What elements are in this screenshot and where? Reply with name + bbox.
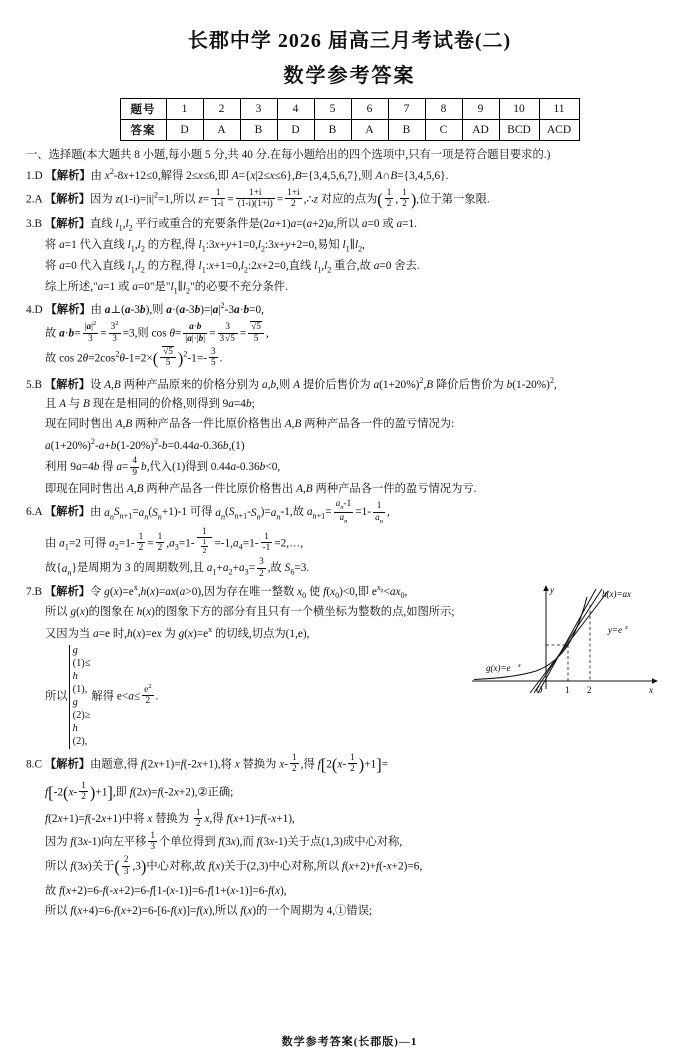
solution-q8: 8.C 【解析】由题意,得 f(2x+1)=f(-2x+1),将 x 替换为 x- $\frac{1}{2}$ ,得 f[2(x- $\frac{1}{2}$ )+1]= xyxy=(26,752,389,775)
row-label-answer: 答案 xyxy=(120,120,166,141)
solution-tag: 【解析】 xyxy=(45,170,91,183)
page-subtitle: 数学参考答案 xyxy=(283,65,416,87)
solution-q8-line6: 故 f(x+2)=6-f(-x+2)=6-f[1-(x-1)]=6-f[1+(x-1)]=6-f(x), xyxy=(45,885,287,898)
solution-label: 5.B xyxy=(26,378,43,391)
solution-label: 6.A xyxy=(26,506,43,519)
table-cell: ACD xyxy=(539,120,579,141)
solution-q2: 2.A 【解析】因为 $z(1-i)=|i|^2=1$,所以 z= $\frac{1}{1-i}$ = $\frac{1+i}{(1-i)(1+i)}$ = $\frac{1+i}{2}$ ,∴z 对应的点为( $\frac{1}{2}$ , $\frac{1}{2}$ ),位于第一象限. xyxy=(26,188,490,210)
solution-label: 2.A xyxy=(26,193,43,206)
solution-label: 7.B xyxy=(26,585,43,598)
table-cell: A xyxy=(203,120,240,141)
solution-q8-line4: 因为 f(3x-1)向左平移 $\frac{1}{3}$ 个单位得到 f(3x),而 f(3x-1)关于点(1,3)成中心对称, xyxy=(45,830,403,853)
table-row-numbers xyxy=(120,99,579,120)
table-cell: 3 xyxy=(240,99,277,120)
table-cell: 10 xyxy=(499,99,539,120)
label-origin: O xyxy=(536,684,543,695)
solution-q3-line4: 综上所述,"a=1 或 a=0"是"$l_1\parallel l_2$"的必要不充分条件. xyxy=(45,280,288,296)
solution-q6-line3: 故$\{a_n\}$是周期为 3 的周期数列,且 $a_1+a_2+a_3=$ $\frac{3}{2}$ ,故 $S_6=3$. xyxy=(45,557,310,579)
label-axis-x: x xyxy=(649,684,653,695)
table-cell: B xyxy=(240,120,277,141)
solution-q6: 6.A 【解析】由 $a_nS_{n+1}=a_n(S_n+1)-1$ 可得 $a_n(S_{n+1}-S_n)=a_n-1$,故 $a_{n+1}=$ $\frac{a_n-1}{a_n}$ =1- $\frac{1}{a_n}$ , xyxy=(26,499,390,525)
solution-label: 3.B xyxy=(26,217,43,230)
table-cell: C xyxy=(425,120,462,141)
solution-q4-line3: 故 $\cos 2\theta=2\cos^2\theta-1=2\times$( $\frac{√5}{5}$ )$^2$-1=- $\frac{3}{5}$ . xyxy=(45,346,223,369)
solution-q8-line7: 所以 f(x+4)=6-f(x+2)=6-[6-f(x)]=f(x),所以 f(x)的一个周期为 4,①错误; xyxy=(45,905,373,918)
answer-table xyxy=(120,98,580,141)
solution-q3: 3.B 【解析】直线 $l_1,l_2$ 平行或重合的充要条件是(2a+1)a=(a+2)a,所以 a=0 或 a=1. xyxy=(26,217,417,233)
table-cell: D xyxy=(166,120,203,141)
solution-q3-line2: 将 a=1 代入直线 $l_1,l_2$ 的方程,得 $l_1:3x+y+1=0,l_2:3x+y+2=0$,易知 $l_1\parallel l_2$, xyxy=(45,238,365,254)
solution-tag: 【解析】 xyxy=(44,378,91,391)
table-cell: 7 xyxy=(388,99,425,120)
solution-q7-line2: 所以 g(x)的图象在 h(x)的图象下方的部分有且只有一个横坐标为整数的点,如图所示; xyxy=(45,606,455,619)
svg-text:x: x xyxy=(625,624,628,631)
table-cell: 6 xyxy=(351,99,388,120)
page-title: 长郡中学 2026 届高三月考试卷(二) xyxy=(187,30,512,52)
solution-tag: 【解析】 xyxy=(45,303,91,316)
label-x-1: 1 xyxy=(565,684,570,695)
solution-q6-line2: 由 $a_1=2$ 可得 $a_2=1-$ $\frac{1}{2}$ = $\frac{1}{2}$ $,a_3=1-$ $\frac{1}{\frac{1}{2}}$ $=-1,a_4=1-$ $\frac{1}{-1}$ =2,…, xyxy=(45,526,304,556)
page-footer: 数学参考答案(长郡版)—1 xyxy=(281,1036,418,1048)
solution-q8-line5: 所以 f(3x)关于( $\frac{2}{3}$ ,3)中心对称,故 f(x)关于(2,3)中心对称,所以 f(x+2)+f(-x+2)=6, xyxy=(45,855,423,877)
table-row-answers xyxy=(120,120,579,141)
table-cell: 9 xyxy=(462,99,499,120)
solution-tag: 【解析】 xyxy=(44,506,91,519)
solution-q5-line4: $a(1+20\%)^2-a+b(1-20\%)^2-b=0.44a-0.36b,(1)$ xyxy=(45,436,245,452)
table-cell: 1 xyxy=(166,99,203,120)
label-axis-y: y xyxy=(550,584,554,595)
solution-q5-line2: 且 A 与 B 现在是相同的价格,则得到 9a=4b; xyxy=(45,398,255,411)
table-cell: B xyxy=(388,120,425,141)
table-cell: 4 xyxy=(277,99,314,120)
solution-q8-line3: f(2x+1)=f(-2x+1)中将 x 替换为 $\frac{1}{2}$ x,得 f(x+1)=f(-x+1), xyxy=(45,807,295,830)
label-g-function: g(x)=e xyxy=(486,662,511,673)
solution-q5-line6: 即现在同时售出 A,B 两种产品各一件比原价格售出 A,B 两种产品各一件的盈亏情况为亏. xyxy=(45,482,477,495)
label-x-2: 2 xyxy=(587,684,592,695)
table-cell: AD xyxy=(462,120,499,141)
row-label-number: 题号 xyxy=(120,99,166,120)
svg-text:x: x xyxy=(518,662,521,669)
solution-q7-line3: 又因为当 a=e 时,h(x)=ex 为 $g(x)=e^x$ 的切线,切点为(1,e), xyxy=(45,625,310,640)
table-cell: 2 xyxy=(203,99,240,120)
solution-q8-line2: f[-2(x- $\frac{1}{2}$ )+1],即 f(2x)=f(-2x+2),②正确; xyxy=(45,780,234,803)
solution-q4: 4.D 【解析】由 a⊥(a-3b),则 $a\cdot(a-3b)=|a|^2-3a\cdot b=0$, xyxy=(26,300,264,316)
solution-label: 1.D xyxy=(26,170,43,183)
solution-label: 8.C xyxy=(26,758,43,771)
table-cell: 8 xyxy=(425,99,462,120)
solution-label: 4.D xyxy=(26,303,43,316)
solution-q3-line3: 将 a=0 代入直线 $l_1,l_2$ 的方程,得 $l_1:x+1=0,l_2:2x+2=0$,直线 $l_1,l_2$ 重合,故 a=0 舍去. xyxy=(45,259,420,275)
table-cell: 5 xyxy=(314,99,351,120)
solution-q7: 7.B 【解析】令 $g(x)=e^x,h(x)=ax(a>0)$,因为存在唯一整数 $x_0$ 使 $f(x_0)<0$,即 $e^{x_0}<ax_0$, xyxy=(26,582,408,600)
table-cell: D xyxy=(277,120,314,141)
solution-q7-line4: 所以 g (1)≤ h (1), g (2)≥ h (2), 解得 e<a≤ $\frac{e^2}{2}$ . xyxy=(45,644,159,747)
table-cell: B xyxy=(314,120,351,141)
solution-tag: 【解析】 xyxy=(44,585,91,598)
solution-tag: 【解析】 xyxy=(44,193,91,206)
label-y-exp: y=e xyxy=(608,624,623,635)
solution-q5: 5.B 【解析】设 A,B 两种产品原来的价格分别为 a,b,则 A 提价后售价为 $a(1+20\%)^2,B$ 降价后售价为 $b(1-20\%)^2$, xyxy=(26,375,557,391)
solution-q4-line2: 故 a·b= $\frac{|a|^2}{3}$ = $\frac{3^2}{3}$ =3,则 cos θ= $\frac{a\cdot b}{|a|\cdot|b|}$ = $\frac{3}{3√5}$ = $\frac{√5}{5}$ , xyxy=(45,320,269,344)
label-h-function: h(x)=ax xyxy=(602,588,632,599)
solution-tag: 【解析】 xyxy=(44,758,91,771)
solution-q5-line3: 现在同时售出 A,B 两种产品各一件比原价格售出 A,B 两种产品各一件的盈亏情况为: xyxy=(45,418,455,431)
solution-q1: 1.D 【解析】由 $x^2-8x+12\le 0$,解得 2≤x≤6,即 A={x|2≤x≤6},B={3,4,5,6,7},则 A∩B={3,4,5,6}. xyxy=(26,167,449,183)
solution-tag: 【解析】 xyxy=(44,217,91,230)
choice-section-heading: 一、选择题(本大题共 8 小题,每小题 5 分,共 40 分.在每小题给出的四个选项中,只有一项是符合题目要求的.) xyxy=(26,149,551,161)
table-cell: BCD xyxy=(499,120,539,141)
table-cell: 11 xyxy=(539,99,579,120)
table-cell: A xyxy=(351,120,388,141)
solution-q5-line5: 利用 9a=4b 得 a= $\frac{4}{9}$ b,代入(1)得到 0.44a-0.36b<0, xyxy=(45,456,281,478)
